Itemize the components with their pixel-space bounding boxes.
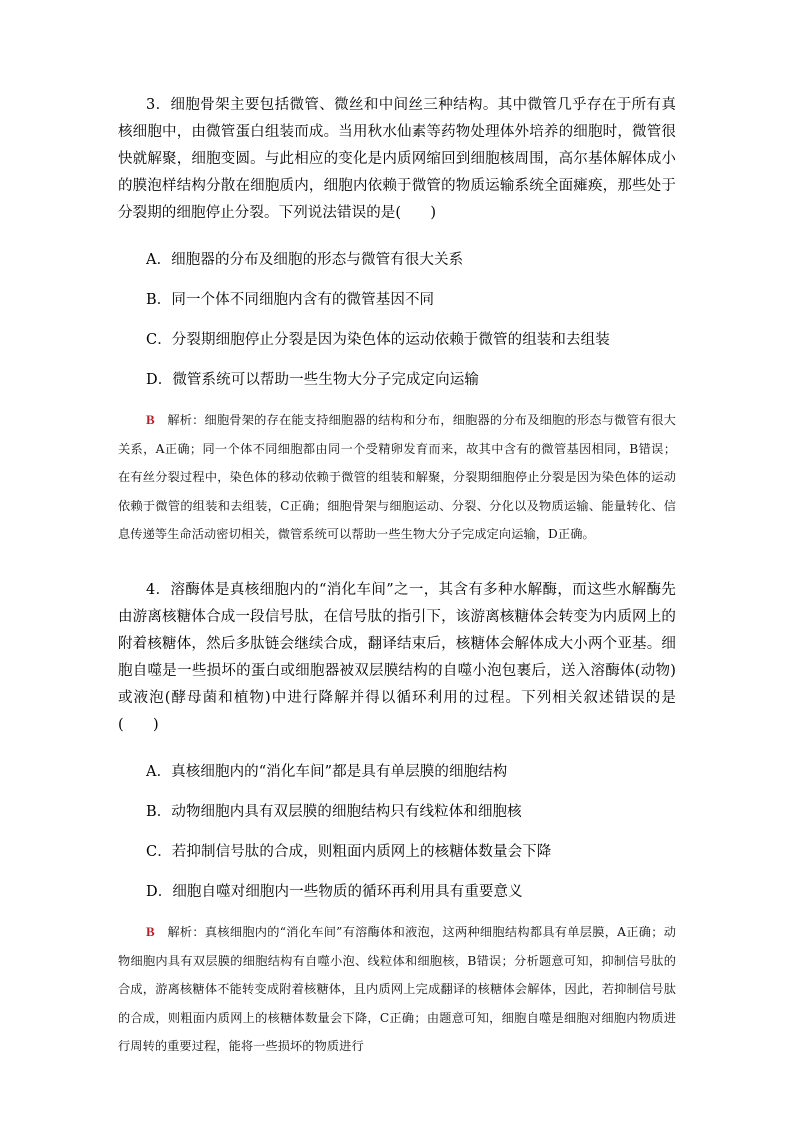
option-a: A．细胞器的分布及细胞的形态与微管有很大关系 [146, 252, 464, 268]
analysis-label: 解析： [167, 925, 205, 939]
option-list [118, 752, 676, 912]
analysis-label: 解析： [167, 413, 205, 427]
question-stem: 3．细胞骨架主要包括微管、微丝和中间丝三种结构。其中微管几乎存在于所有真核细胞中，由微管蛋白组装而成。当用秋水仙素等药物处理体外培养的细胞时，微管很快就解聚，细胞变圆。与此相应的变化是内质网缩回到细胞核周围，高尔基体解体成小的膜泡样结构分散在细胞质内，细胞内依赖于微管的物质运输系统全面瘫痪，那些处于分裂期的细胞停止分裂。下列说法错误的是( ) [118, 97, 676, 221]
analysis-text: 细胞骨架的存在能支持细胞器的结构和分布，细胞器的分布及细胞的形态与微管有很大关系，A正确；同一个体不同细胞都由同一个受精卵发育而来，故其中含有的微管基因相同，B错误；在有丝分裂过程中，染色体的移动依赖于微管的组装和解聚，分裂期细胞停止分裂是因为染色体的运动依赖于微管的组装和去组装，C正确；细胞骨架与细胞运动、分裂、分化以及物质运输、能量转化、信息传递等生命活动密切相关，微管系统可以帮助一些生物大分子完成定向运输，D正确。 [118, 413, 676, 541]
option-list [118, 240, 676, 400]
option-c: C．若抑制信号肽的合成，则粗面内质网上的核糖体数量会下降 [146, 844, 552, 860]
question-4 [118, 577, 676, 1061]
question-stem: 4．溶酶体是真核细胞内的“消化车间”之一，其含有多种水解酶，而这些水解酶先由游离核糖体合成一段信号肽，在信号肽的指引下，该游离核糖体会转变为内质网上的附着核糖体，然后多肽链会继续合成，翻译结束后，核糖体会解体成大小两个亚基。细胞自噬是一些损坏的蛋白或细胞器被双层膜结构的自噬小泡包裹后，送入溶酶体(动物)或液泡(酵母菌和植物)中进行降解并得以循环利用的过程。下列相关叙述错误的是( ) [118, 582, 676, 733]
answer-letter: B [146, 924, 155, 939]
option-d: D．细胞自噬对细胞内一些物质的循环再利用具有重要意义 [146, 884, 523, 900]
answer-letter: B [146, 412, 155, 427]
option-b: B．同一个体不同细胞内含有的微管基因不同 [146, 292, 435, 308]
option-a: A．真核细胞内的“消化车间”都是具有单层膜的细胞结构 [146, 764, 508, 780]
analysis-text: 真核细胞内的“消化车间”有溶酶体和液泡，这两种细胞结构都具有单层膜，A正确；动物细胞内具有双层膜的细胞结构有自噬小泡、线粒体和细胞核，B错误；分析题意可知，抑制信号肽的合成，游离核糖体不能转变成附着核糖体，且内质网上完成翻译的核糖体会解体，因此，若抑制信号肽的合成，则粗面内质网上的核糖体数量会下降，C正确；由题意可知，细胞自噬是细胞对细胞内物质进行周转的重要过程，能将一些损坏的物质进行 [118, 925, 676, 1053]
option-b: B．动物细胞内具有双层膜的细胞结构只有线粒体和细胞核 [146, 804, 522, 820]
option-c: C．分裂期细胞停止分裂是因为染色体的运动依赖于微管的组装和去组装 [146, 332, 610, 348]
analysis-block [118, 406, 676, 549]
question-3 [118, 92, 676, 549]
option-d: D．微管系统可以帮助一些生物大分子完成定向运输 [146, 372, 479, 388]
analysis-block [118, 918, 676, 1061]
